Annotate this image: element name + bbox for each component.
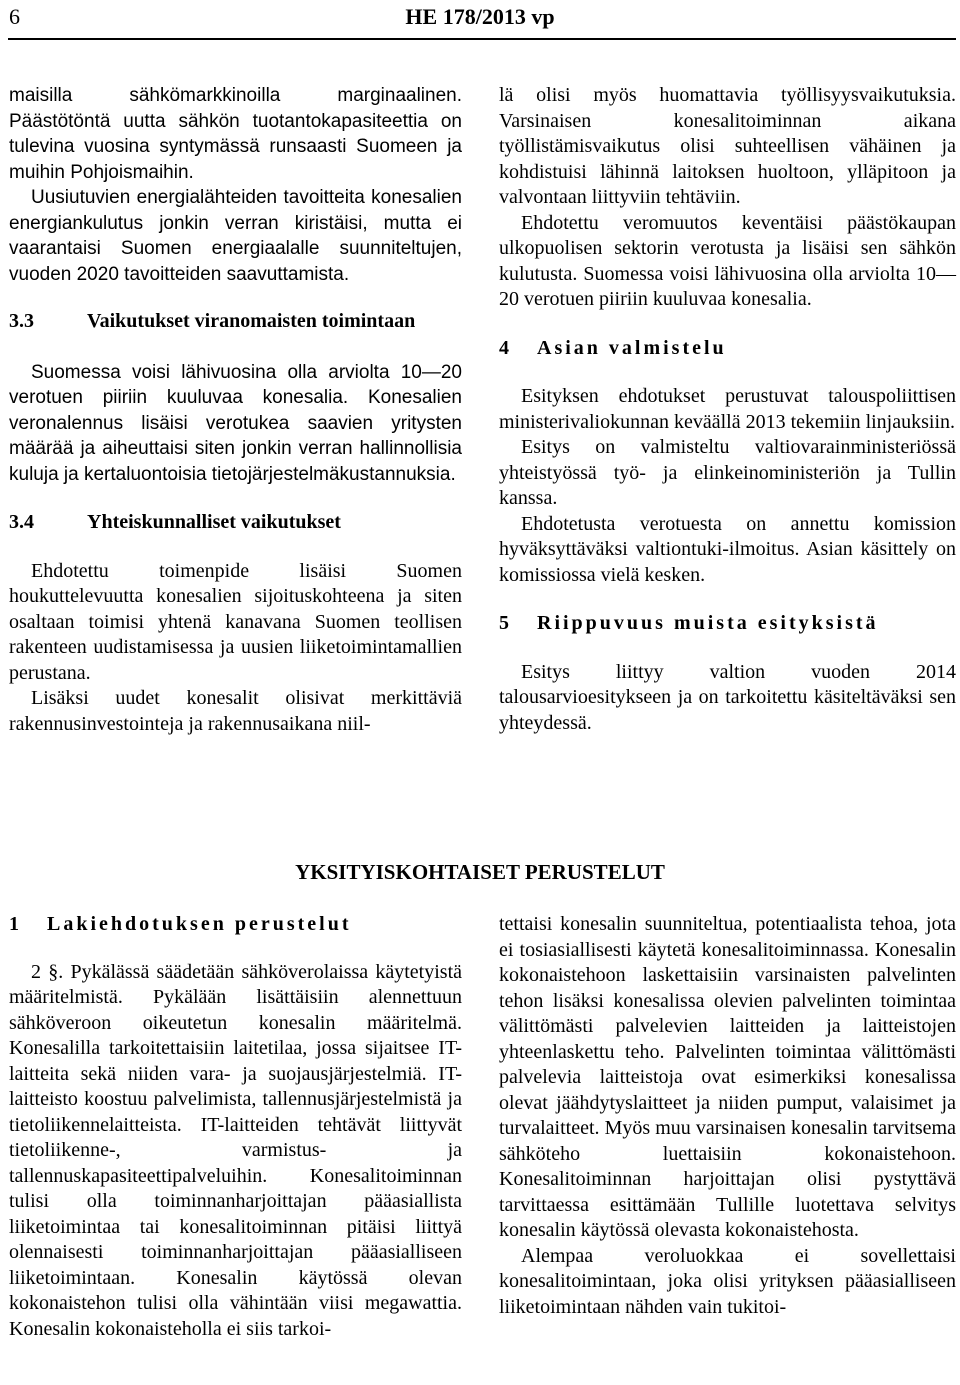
paragraph: Esityksen ehdotukset perustuvat talouspoliittisen ministerivaliokunnan keväällä 2013 tekemiin linjauksiin. xyxy=(499,385,956,433)
paragraph: maisilla sähkömarkkinoilla marginaalinen. Päästötöntä uutta sähkön tuotantokapasiteettia on tulevina vuosina syntymässä runsaasti Suomeen ja muihin Pohjoismaihin. xyxy=(9,85,462,183)
paragraph: Ehdotetusta verotuesta on annettu komission hyväksyttäväksi valtiontuki-ilmoitus. Asian käsittely on komissiossa vielä kesken. xyxy=(499,512,956,586)
main-heading: YKSITYISKOHTAISET PERUSTELUT xyxy=(295,860,665,884)
paragraph: lä olisi myös huomattavia työllisyysvaikutuksia. Varsinaisen konesalitoiminnan aikana työllistämisvaikutus olisi suhteellisen vähäinen ja kohdistuisi lähinnä laitoksen huoltoon, ylläpitoon ja valvontaan liittyviin tehtäviin. xyxy=(499,84,956,208)
section-heading-3-3 xyxy=(9,309,462,335)
left-column xyxy=(9,83,462,737)
section-title: Vaikutukset viranomaisten toimintaan xyxy=(87,310,416,332)
paragraph: Suomessa voisi lähivuosina olla arviolta 10—20 verotuen piiriin kuuluvaa konesalia. Konesalien veronalennus lisäisi verotukea saavien yritysten määrää ja aiheuttaisi siten jonkin verran hallinnollisia kuluja ja kertaluontoisia tietojärjestelmäkustannuksia. xyxy=(9,361,462,485)
paragraph: Ehdotettu veromuutos keventäisi päästökaupan ulkopuolisen sektorin verotusta ja lisäisi sen sähkön kulutusta. Suomessa voisi lähivuosina olla arviolta 10—20 verotuen piiriin kuuluvaa konesalia. xyxy=(499,211,956,310)
section-title: Riippuvuus muista esityksistä xyxy=(537,612,879,634)
section-title: Lakiehdotuksen perustelut xyxy=(47,913,352,935)
section-number: 3.3 xyxy=(9,310,34,332)
section-title: Asian valmistelu xyxy=(537,336,727,359)
section-number: 5 xyxy=(499,612,509,634)
paragraph: Lisäksi uudet konesalit olisivat merkittäviä rakennusinvestointeja ja rakennusaikana niil- xyxy=(9,687,462,735)
document-id: HE 178/2013 vp xyxy=(405,4,555,29)
header-rule xyxy=(8,38,956,40)
paragraph: tettaisi konesalin suunniteltua, potentiaalista tehoa, jota ei tosiasiallisesti käytetä konesalitoiminnassa. Konesalin kokonaistehoon laskettaisiin varsinaisten palvelinten tehon lisäksi konesalissa olevien palvelinten toimintaa välittömästi palvelevien laitteiden ja laitteistojen yhteenlaskettu teho. Palvelinten toimintaa välittömästi palvelevia laitteistoja ovat esimerkiksi konesalissa olevat jäähdytyslaitteet ja niiden pumput, valaisimet ja turvalaitteet. Myös muu varsinaisen konesalin tarvitsema sähköteho luettaisiin kokonaistehoon. Konesalitoiminnan harjoittajan olisi pystyttävä tarvittaessa esittämään Tullille luotettava selvitys konesalin käytössä olevasta kokonaistehosta. xyxy=(499,913,956,1241)
section-heading-4 xyxy=(499,336,956,362)
paragraph: Alempaa veroluokkaa ei sovellettaisi konesalitoimintaan, joka olisi yrityksen pääasialliseen liiketoimintaan nähden vain tukitoi- xyxy=(499,1244,956,1318)
page-number: 6 xyxy=(9,4,20,29)
paragraph: Esitys liittyy valtion vuoden 2014 talousarvioesitykseen ja on tarkoitettu käsiteltäväksi sen yhteydessä. xyxy=(499,660,956,734)
paragraph: Ehdotettu toimenpide lisäisi Suomen houkuttelevuutta konesalien sijoituskohteena ja siten osaltaan toimisi yhtenä kanavana Suomen teollisen rakenteen uudistamisessa ja uusien liiketoimintamallien perustana. xyxy=(9,559,462,684)
section-heading-3-4 xyxy=(9,510,462,536)
right-column xyxy=(499,83,956,736)
section-heading-1 xyxy=(9,912,462,938)
paragraph: Uusiutuvien energialähteiden tavoitteita konesalien energiankulutus jonkin verran kiristäisi, mutta ei vaarantaisi Suomen energiaalalle suunniteltujen, vuoden 2020 tavoitteiden saavuttamista. xyxy=(9,187,462,285)
right-column-lower xyxy=(499,912,956,1320)
section-heading-5 xyxy=(499,611,956,637)
paragraph: 2 §. Pykälässä säädetään sähköverolaissa käytetyistä määritelmistä. Pykälään lisättäisiin alennettuun sähköveroon oikeutetun konesalin määritelmä. Konesalilla tarkoitettaisiin laitetilaa, jossa sijaitsee IT-laitteita sekä niiden vara- ja suojausjärjestelmiä. IT-laitteisto koostuu palvelimista, tallennusjärjestelmistä ja tietoliikennelaitteista. IT-laitteiden tehtävät liittyvät tietoliikenne-, varmistus- ja tallennuskapasiteettipalveluihin. Konesalitoiminnan tulisi olla toiminnanharjoittajan pääasiallista liiketoimintaa tai konesalitoiminnan pitäisi liittyä olennaisesti toiminnanharjoittajan pääasialliseen liiketoimintaan. Konesalin käytössä olevan kokonaistehon tulisi olla vähintään viisi megawattia. Konesalin kokonaisteholla ei siis tarkoi- xyxy=(9,960,462,1340)
left-column-lower xyxy=(9,912,462,1342)
section-number: 4 xyxy=(499,336,509,359)
section-number: 3.4 xyxy=(9,511,34,533)
section-title: Yhteiskunnalliset vaikutukset xyxy=(87,511,341,533)
paragraph: Esitys on valmisteltu valtiovarainministeriössä yhteistyössä työ- ja elinkeinoministeriön ja Tullin kanssa. xyxy=(499,436,956,509)
section-number: 1 xyxy=(9,913,19,935)
